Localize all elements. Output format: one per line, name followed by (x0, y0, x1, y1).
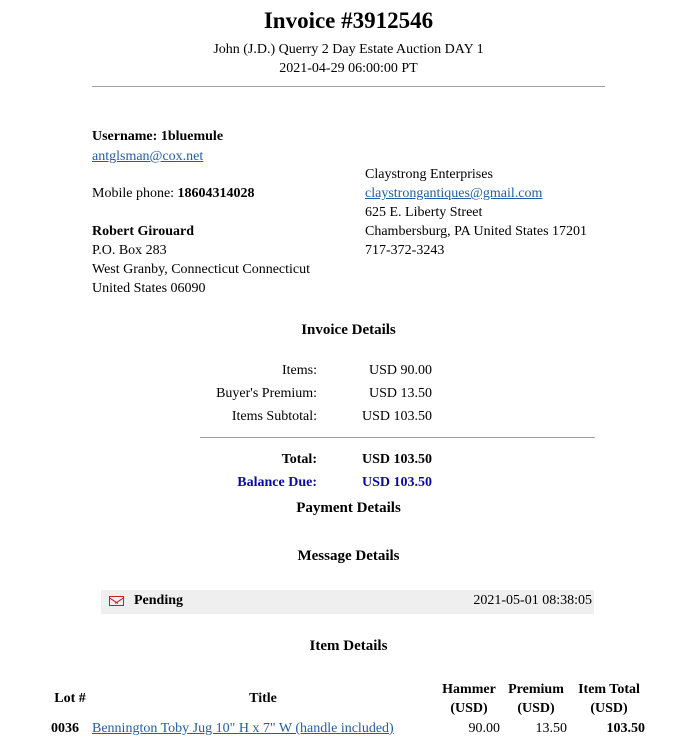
payment-details-heading: Payment Details (296, 500, 401, 516)
seller-address-line1: 625 E. Liberty Street (365, 205, 483, 220)
items-value: USD 90.00 (368, 363, 432, 378)
mobile-label: Mobile phone: (92, 186, 175, 201)
buyer-address-line2: West Granby, Connecticut Connecticut (92, 262, 311, 277)
col-lot-header: Lot # (54, 691, 86, 706)
col-total-header (570, 680, 648, 718)
buyer-email-link[interactable]: antglsman@cox.net (92, 149, 204, 164)
row-hammer: 90.00 (468, 721, 500, 736)
col-title-header: Title (249, 691, 277, 706)
col-total-header-line1: Item Total (578, 682, 640, 697)
seller-email-link[interactable]: claystrongantiques@gmail.com (365, 186, 543, 201)
invoice-details-heading: Invoice Details (301, 322, 396, 338)
totals-divider (200, 437, 595, 438)
item-details-heading: Item Details (309, 638, 388, 654)
col-total-header-line2: (USD) (590, 701, 628, 716)
message-status: Pending (134, 593, 184, 608)
header-divider (92, 86, 605, 87)
premium-label: Buyer's Premium: (216, 386, 317, 401)
seller-name: Claystrong Enterprises (365, 167, 493, 182)
total-label: Total: (281, 452, 317, 467)
auction-name: John (J.D.) Querry 2 Day Estate Auction DAY 1 (213, 42, 484, 57)
message-row[interactable] (101, 590, 594, 614)
seller-address-line2: Chambersburg, PA United States 17201 (365, 224, 588, 239)
col-premium-header-line2: (USD) (517, 701, 555, 716)
row-title-link[interactable]: Bennington Toby Jug 10" H x 7" W (handle included) (92, 721, 394, 736)
invoice-title: Invoice #3912546 (263, 8, 434, 33)
row-premium: 13.50 (535, 721, 567, 736)
subtotal-value: USD 103.50 (361, 409, 432, 424)
username-label: Username: (92, 129, 158, 144)
balance-due-value: USD 103.50 (361, 475, 432, 490)
col-premium-header (503, 680, 569, 718)
message-datetime: 2021-05-01 08:38:05 (473, 593, 592, 608)
col-premium-header-line1: Premium (508, 682, 564, 697)
buyer-address-line3: United States 06090 (92, 281, 206, 296)
envelope-icon (109, 596, 124, 606)
row-total: 103.50 (606, 721, 645, 736)
items-label: Items: (282, 363, 317, 378)
message-details-heading: Message Details (297, 548, 400, 564)
buyer-address-line1: P.O. Box 283 (92, 243, 167, 258)
auction-datetime: 2021-04-29 06:00:00 PT (279, 61, 418, 76)
subtotal-label: Items Subtotal: (231, 409, 317, 424)
mobile-row (92, 186, 255, 202)
row-lot: 0036 (51, 721, 79, 736)
buyer-name: Robert Girouard (92, 224, 195, 239)
username-row (92, 129, 223, 145)
username-value: 1bluemule (160, 129, 224, 144)
seller-phone: 717-372-3243 (365, 243, 445, 258)
col-hammer-header (436, 680, 502, 718)
col-hammer-header-line2: (USD) (450, 701, 488, 716)
mobile-value: 18604314028 (177, 186, 255, 201)
total-value: USD 103.50 (361, 452, 432, 467)
premium-value: USD 13.50 (368, 386, 432, 401)
balance-due-label: Balance Due: (237, 475, 317, 490)
col-hammer-header-line1: Hammer (442, 682, 496, 697)
